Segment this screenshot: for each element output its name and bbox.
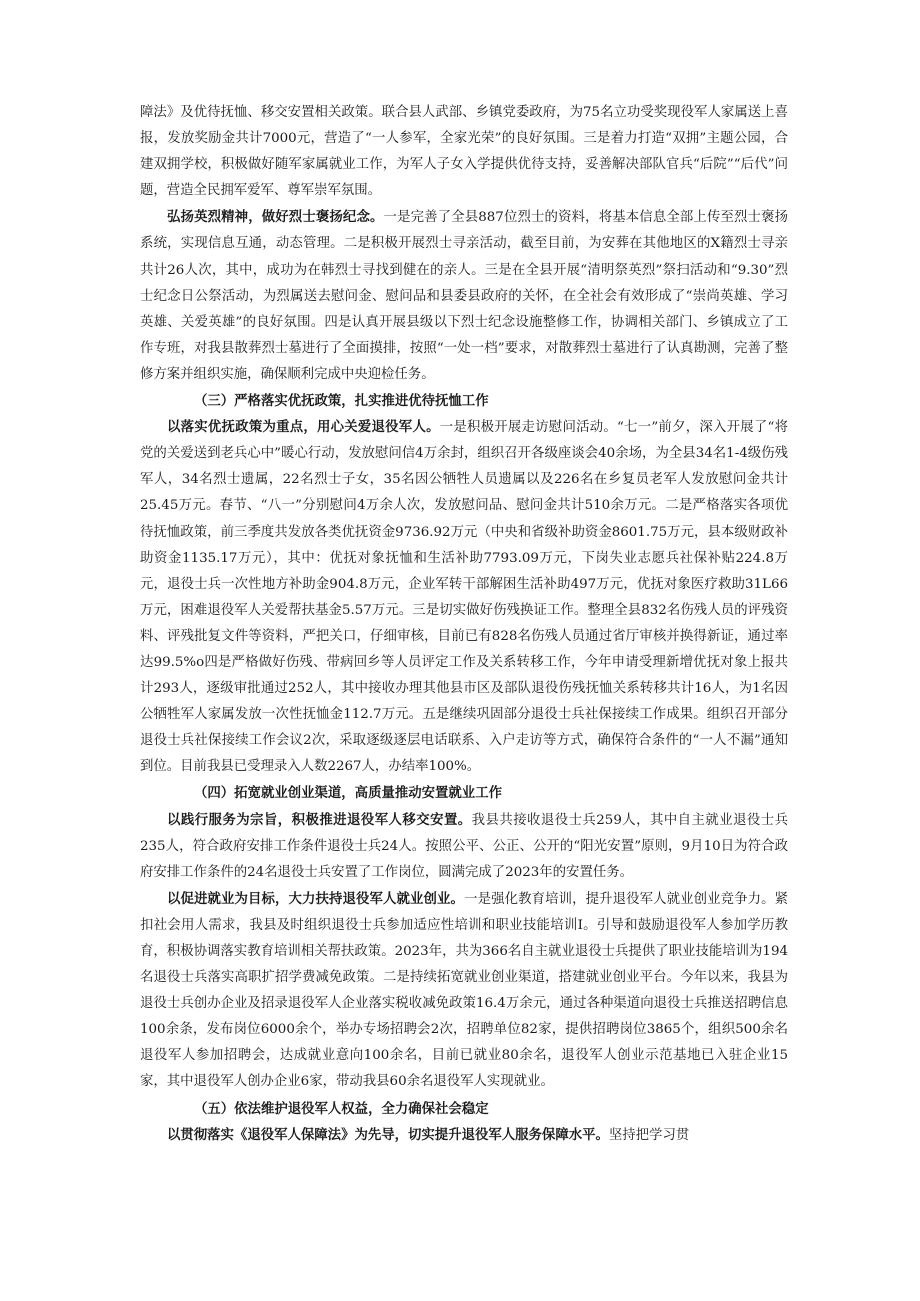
body-paragraph	[140, 1122, 788, 1149]
paragraph-body: 障法》及优待抚恤、移交安置相关政策。联合县人武部、乡镇党委政府，为75名立功受奖现役军人家属送上喜报，发放奖励金共计7000元，营造了“一人参军，全家光荣”的良好氛围。三是着力打造“双拥”主题公园，合建双拥学校，积极做好随军家属就业工作，为军人子女入学提供优待支持，妥善解决部队官兵“后院”“后代”问题，营造全民拥军爱军、尊军崇军氛围。	[140, 105, 788, 199]
section-heading: （三）严格落实优抚政策，扎实推进优待抚恤工作	[194, 393, 489, 410]
paragraph-lead: 以践行服务为宗旨，积极推进退役军人移交安置。	[167, 811, 472, 828]
paragraph-body: 一是积极开展走访慰问活动。“七一”前夕，深入开展了“将党的关爱送到老兵心中”暖心行动，发放慰问信4万余封，组织召开各级座谈会40余场，为全县34名1-4级伤残军人，34名烈士遗属，22名烈士子女，35名因公牺牲人员遗属以及226名在乡复员老军人发放慰问金共计25.45万元。春节、“八一”分别慰问4万余人次，发放慰问品、慰问金共计510余万元。二是严格落实各项优待抚恤政策，前三季度共发放各类优抚资金9736.92万元（中央和省级补助资金8601.75万元，县本级财政补助资金1135.17万元），其中：优抚对象抚恤和生活补助7793.09万元，下岗失业志愿兵社保补贴224.8万元，退役士兵一次性地方补助金904.8万元，企业军转干部解困生活补助497万元，优抚对象医疗救助31L66万元，困难退役军人关爱帮扶基金5.57万元。三是切实做好伤残换证工作。整理全县832名伤残人员的评残资料、评残批复文件等资料，严把关口，仔细审核，目前已有828名伤残人员通过省厅审核并换得新证，通过率达99.5%o四是严格做好伤残、带病回乡等人员评定工作及关系转移工作，今年申请受理新增优抚对象上报共计293人，逐级审批通过252人，其中接收办理其他县市区及部队退役伤残抚恤关系转移共计16人，为1名因公牺牲军人家属发放一次性抚恤金112.7万元。五是继续巩固部分退役士兵社保接续工作成果。组织召开部分退役士兵社保接续工作会议2次，采取逐级逐层电话联系、入户走访等方式，确保符合条件的“一人不漏”通知到位。目前我县已受理录入人数2267人，办结率100%。	[140, 420, 788, 775]
section-heading: （四）拓宽就业创业渠道，高质量推动安置就业工作	[194, 785, 502, 802]
paragraph-body: 我县共接收退役士兵259人，其中自主就业退役士兵235人，符合政府安排工作条件退役士兵24人。按照公平、公正、公开的“阳光安置”原则，9月10日为符合政府安排工作条件的24名退役士兵安置了工作岗位，圆满完成了2023年的安置任务。	[140, 812, 789, 880]
paragraph-lead: 以促进就业为目标，大力扶持退役军人就业创业。	[167, 890, 465, 907]
paragraph-body: 一是强化教育培训，提升退役军人就业创业竞争力。紧扣社会用人需求，我县及时组织退役士兵参加适应性培训和职业技能培训I。引导和鼓励退役军人参加学历教育，积极协调落实教育培训相关帮扶政策。2023年，共为366名自主就业退役士兵提供了职业技能培训为194名退役士兵落实高职扩招学费减免政策。二是持续拓宽就业创业渠道，搭建就业创业平台。今年以来，我县为退役士兵创办企业及招录退役军人企业落实税收减免政策16.4万余元，通过各种渠道向退役士兵推送招聘信息100余条，发布岗位6000余个，举办专场招聘会2次，招聘单位82家，提供招聘岗位3865个，组织500余名退役军人参加招聘会，达成就业意向100余名，目前已就业80余名，退役军人创业示范基地已入驻企业15家，其中退役军人创办企业6家，带动我县60余名退役军人实现就业。	[140, 891, 789, 1090]
section-heading: （五）依法维护退役军人权益，全力确保社会稳定	[194, 1100, 489, 1117]
paragraph-lead: 以贯彻落实《退役军人保障法》为先导，切实提升退役军人服务保障水平。	[167, 1126, 609, 1143]
body-paragraph	[140, 886, 788, 1096]
body-paragraph	[140, 414, 788, 780]
body-paragraph	[140, 100, 788, 204]
body-paragraph	[140, 204, 788, 388]
paragraph-body: 一是完善了全县887位烈士的资料，将基本信息全部上传至烈士褒扬系统，实现信息互通，动态管理。二是积极开展烈士寻亲活动，截至目前，为安葬在其他地区的X籍烈士寻亲共计26人次，其中，成功为在韩烈士寻找到健在的亲人。三是在全县开展“清明祭英烈”祭扫活动和“9.30”烈士纪念日公祭活动，为烈属送去慰问金、慰问品和县委县政府的关怀，在全社会有效形成了“崇尚英雄、学习英雄、关爱英雄”的良好氛围。四是认真开展县级以下烈士纪念设施整修工作，协调相关部门、乡镇成立了工作专班，对我县散葬烈士墓进行了全面摸排，按照“一处一档”要求，对散葬烈士墓进行了认真勘测，完善了整修方案并组织实施，确保顺利完成中央迎检任务。	[140, 210, 789, 382]
paragraph-body: 坚持把学习贯	[608, 1127, 690, 1143]
paragraph-lead: 以落实优抚政策为重点，用心关爱退役军人。	[167, 419, 440, 436]
document-page	[140, 100, 788, 1149]
body-paragraph	[140, 807, 788, 886]
paragraph-lead: 弘扬英烈精神，做好烈士褒扬纪念。	[167, 209, 384, 226]
